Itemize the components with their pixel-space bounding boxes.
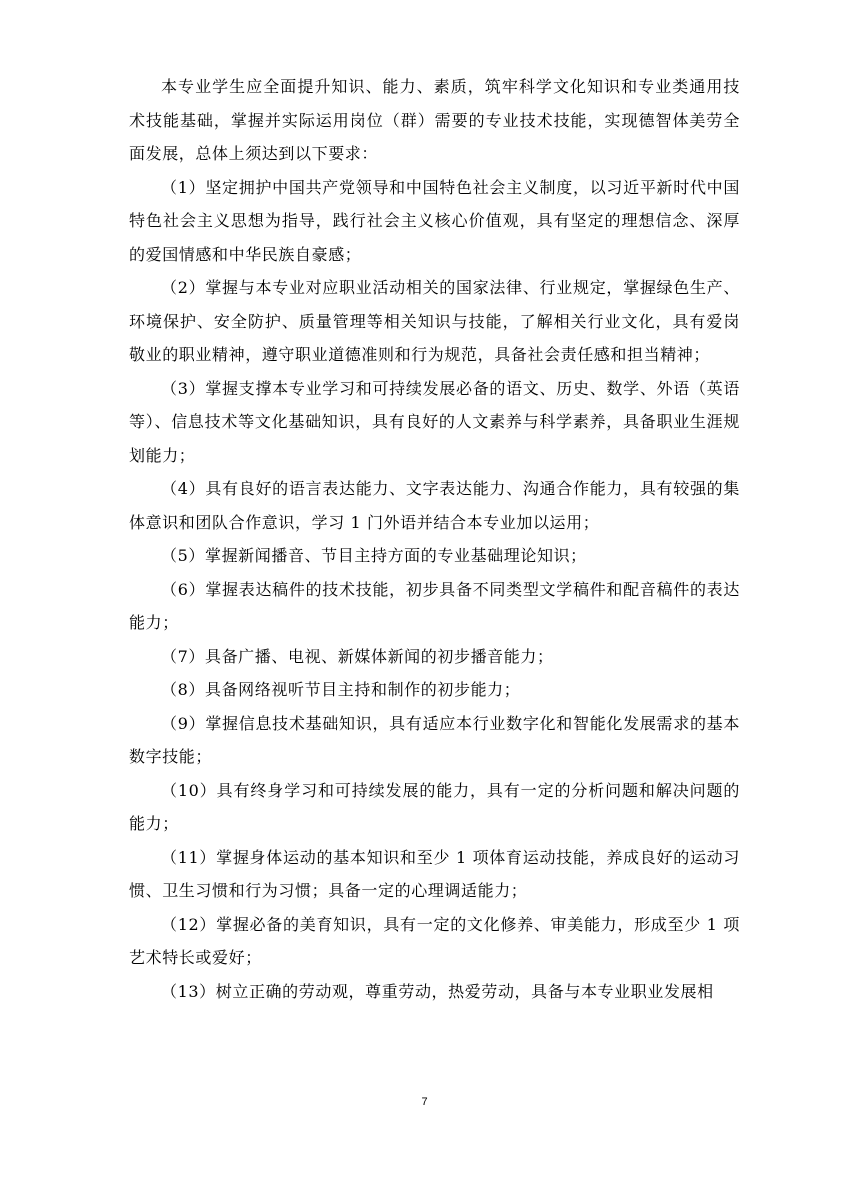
requirement-item: （12）掌握必备的美育知识，具有一定的文化修养、审美能力，形成至少 1 项艺术特长或爱好； (129, 914, 740, 967)
requirement-item: （1）坚定拥护中国共产党领导和中国特色社会主义制度，以习近平新时代中国特色社会主义思想为指导，践行社会主义核心价值观，具有坚定的理想信念、深厚的爱国情感和中华民族自豪感； (129, 177, 740, 264)
requirement-item: （11）掌握身体运动的基本知识和至少 1 项体育运动技能，养成良好的运动习惯、卫生习惯和行为习惯；具备一定的心理调适能力； (129, 847, 740, 900)
requirement-item: （7）具备广播、电视、新媒体新闻的初步播音能力； (161, 646, 554, 666)
requirement-item: （5）掌握新闻播音、节目主持方面的专业基础理论知识； (161, 546, 587, 565)
requirement-item: （6）掌握表达稿件的技术技能，初步具备不同类型文学稿件和配音稿件的表达能力； (129, 579, 740, 632)
requirement-item: （8）具备网络视听节目主持和制作的初步能力； (161, 680, 521, 699)
requirement-item: （10）具有终身学习和可持续发展的能力，具有一定的分析问题和解决问题的能力； (129, 780, 740, 833)
intro-paragraph: 本专业学生应全面提升知识、能力、素质，筑牢科学文化知识和专业类通用技术技能基础，掌握并实际运用岗位（群）需要的专业技术技能，实现德智体美劳全面发展，总体上须达到以下要求： (129, 77, 740, 163)
requirement-item: （3）掌握支撑本专业学习和可持续发展必备的语文、历史、数学、外语（英语等）、信息技术等文化基础知识，具有良好的人文素养与科学素养，具备职业生涯规划能力； (129, 378, 740, 465)
page-number: 7 (421, 1096, 428, 1108)
requirement-item: （13）树立正确的劳动观，尊重劳动，热爱劳动，具备与本专业职业发展相 (161, 981, 714, 1001)
requirement-item: （9）掌握信息技术基础知识，具有适应本行业数字化和智能化发展需求的基本数字技能； (129, 713, 740, 766)
requirement-item: （2）掌握与本专业对应职业活动相关的国家法律、行业规定，掌握绿色生产、环境保护、安全防护、质量管理等相关知识与技能，了解相关行业文化，具有爱岗敬业的职业精神，遵守职业道德准则和行为规范，具备社会责任感和担当精神； (129, 278, 740, 364)
document-body (129, 70, 740, 1008)
requirement-item: （4）具有良好的语言表达能力、文字表达能力、沟通合作能力，具有较强的集体意识和团队合作意识，学习 1 门外语并结合本专业加以运用； (129, 479, 740, 532)
